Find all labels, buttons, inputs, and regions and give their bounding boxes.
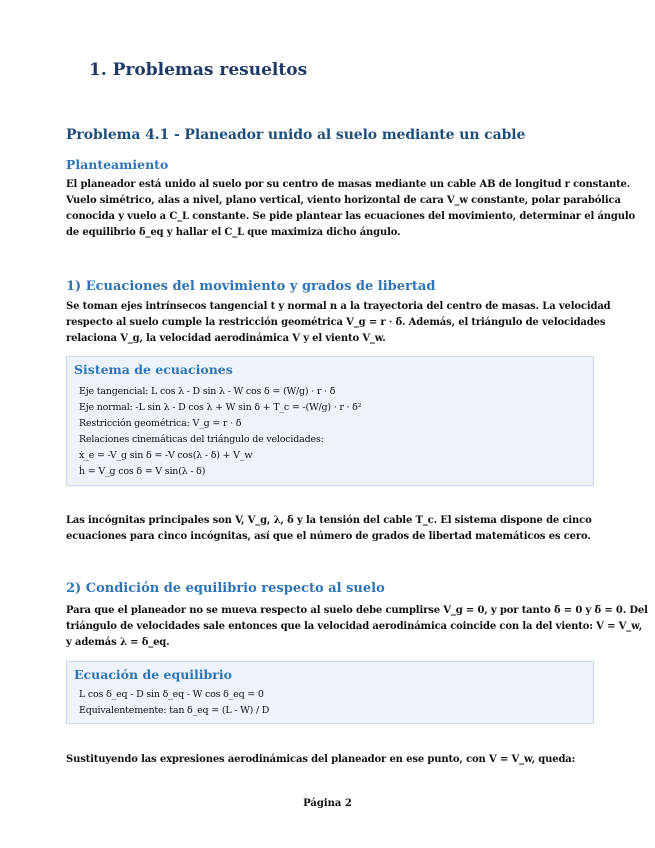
paragraph-line: respecto al suelo cumple la restricción geométrica V_g = r · δ̇. Además, el triángulo de velocidades — [66, 317, 606, 328]
paragraph-line: El planeador está unido al suelo por su centro de masas mediante un cable AB de longitud r constante. — [66, 179, 631, 190]
section1-paragraph — [66, 299, 611, 347]
paragraph-line: Vuelo simétrico, alas a nivel, plano vertical, viento horizontal de cara V_w constante, polar parabólica — [66, 195, 621, 206]
equilibrium-box — [66, 661, 594, 724]
equation-equilibrium-tan: Equivalentemente: tan δ_eq = (L - W) / D — [79, 705, 270, 716]
section2-heading: 2) Condición de equilibrio respecto al suelo — [66, 581, 385, 596]
section1-after-paragraph — [66, 513, 596, 545]
paragraph-line: ecuaciones para cinco incógnitas, así que el número de grados de libertad matemáticos es cero. — [66, 531, 591, 542]
planteamiento-heading: Planteamiento — [66, 157, 169, 172]
page-number: Página 2 — [303, 798, 352, 809]
kinematic-label: Relaciones cinemáticas del triángulo de velocidades: — [79, 434, 324, 445]
paragraph-line: Se toman ejes intrínsecos tangencial t y normal n a la trayectoria del centro de masas. La velocidad — [66, 301, 611, 312]
equation-kinematic-x: ẋ_e = -V_g sin δ = -V cos(λ - δ) + V_w — [79, 450, 253, 461]
section2-paragraph — [66, 603, 648, 651]
equations-box-title: Sistema de ecuaciones — [74, 362, 233, 377]
paragraph-line: relaciona V_g, la velocidad aerodinámica V y el viento V_w. — [66, 333, 386, 344]
paragraph-line: y además λ = δ_eq. — [66, 637, 170, 648]
paragraph-line: Las incógnitas principales son V, V_g, λ, δ y la tensión del cable T_c. El sistema dispone de cinco — [66, 515, 592, 526]
paragraph-line: Para que el planeador no se mueva respecto al suelo debe cumplirse V_g = 0, y por tanto δ̇ = 0 y δ̈ = 0. Del — [66, 605, 648, 616]
problem-title: Problema 4.1 - Planeador unido al suelo mediante un cable — [66, 127, 526, 143]
equation-normal: Eje normal: -L sin λ - D cos λ + W sin δ + T_c = -(W/g) · r · δ̇² — [79, 402, 362, 413]
equation-kinematic-h: ḣ = V_g cos δ = V sin(λ - δ) — [79, 466, 206, 477]
equation-equilibrium: L cos δ_eq - D sin δ_eq - W cos δ_eq = 0 — [79, 689, 264, 700]
paragraph-line: triángulo de velocidades sale entonces que la velocidad aerodinámica coincide con la del viento: V = V_w, — [66, 621, 643, 632]
planteamiento-paragraph — [66, 177, 636, 241]
paragraph-line: conocida y vuelo a C_L constante. Se pide plantear las ecuaciones del movimiento, determinar el ángulo — [66, 211, 636, 222]
section1-heading: 1) Ecuaciones del movimiento y grados de libertad — [66, 279, 436, 294]
paragraph-line: de equilibrio δ_eq y hallar el C_L que maximiza dicho ángulo. — [66, 227, 401, 238]
section2-after-paragraph — [66, 752, 596, 768]
equation-tangential: Eje tangencial: L cos λ - D sin λ - W cos δ = (W/g) · r · δ̈ — [79, 386, 336, 397]
paragraph-line: Sustituyendo las expresiones aerodinámicas del planeador en ese punto, con V = V_w, queda: — [66, 754, 576, 765]
equation-restriction: Restricción geométrica: V_g = r · δ̇ — [79, 418, 242, 429]
equilibrium-box-title: Ecuación de equilibrio — [74, 667, 232, 682]
chapter-title: 1. Problemas resueltos — [89, 60, 308, 80]
equations-box — [66, 356, 594, 486]
